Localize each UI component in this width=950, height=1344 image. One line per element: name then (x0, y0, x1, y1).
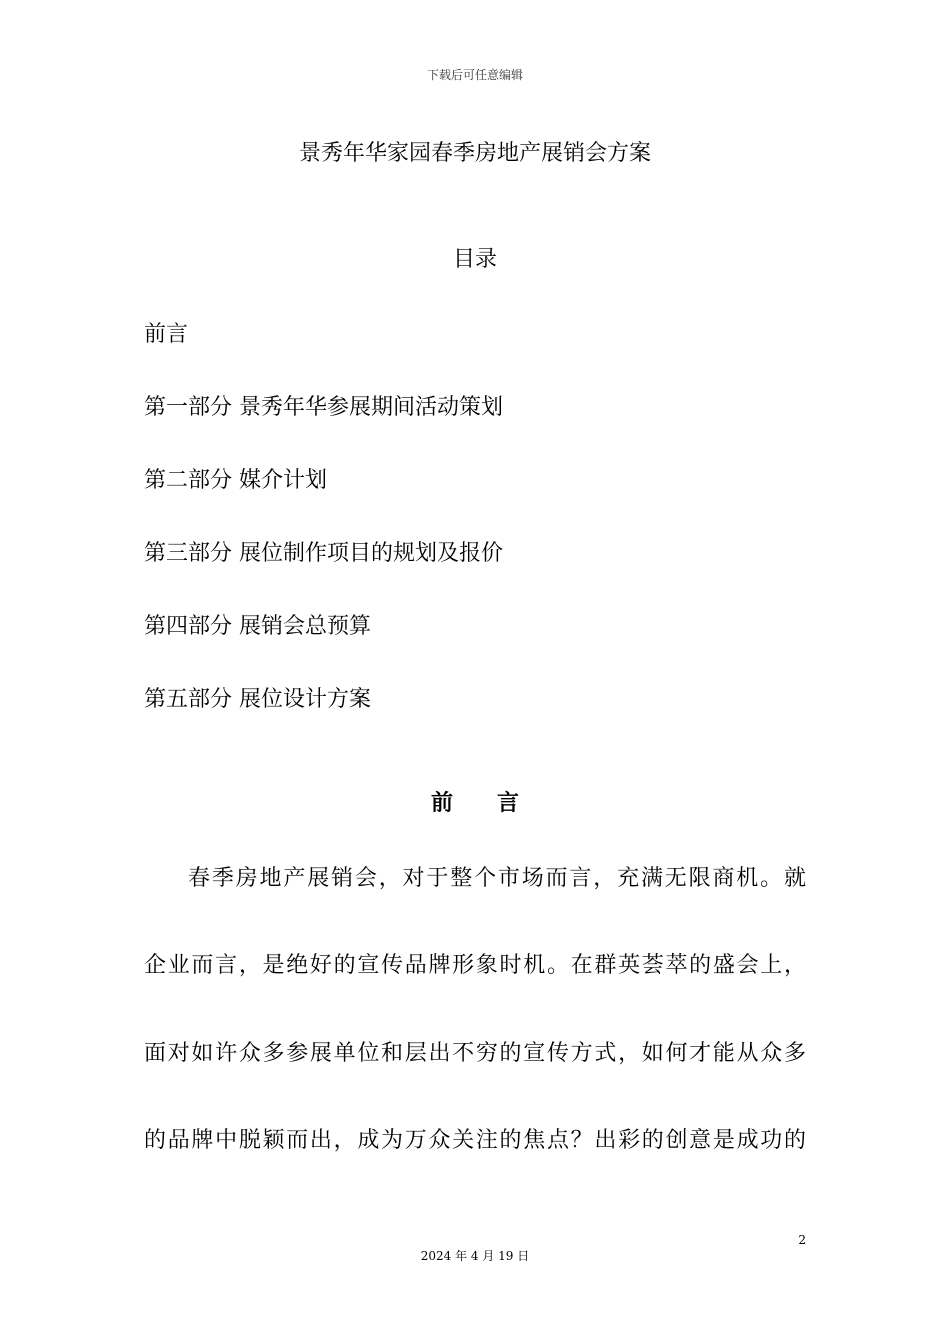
header-note: 下载后可任意编辑 (426, 68, 523, 82)
preface-paragraph-line: 企业而言，是绝好的宣传品牌形象时机。在群英荟萃的盛会上， (144, 953, 806, 978)
toc-item-part-1: 第一部分 景秀年华参展期间活动策划 (144, 395, 503, 420)
footer-date: 2024 年 4 月 19 日 (420, 1249, 530, 1263)
page-number: 2 (798, 1233, 806, 1247)
preface-paragraph-line: 春季房地产展销会，对于整个市场而言，充满无限商机。就 (188, 866, 806, 891)
toc-item-part-5: 第五部分 展位设计方案 (144, 687, 371, 712)
toc-item-part-3: 第三部分 展位制作项目的规划及报价 (144, 541, 503, 566)
toc-item-preface: 前言 (144, 322, 189, 347)
preface-heading (0, 786, 950, 817)
toc-title: 目录 (452, 247, 497, 272)
toc-item-part-2: 第二部分 媒介计划 (144, 468, 327, 493)
preface-heading-char-1: 前 (430, 791, 453, 816)
document-title: 景秀年华家园春季房地产展销会方案 (298, 141, 651, 166)
toc-item-part-4: 第四部分 展销会总预算 (144, 614, 371, 639)
preface-heading-char-2: 言 (497, 791, 520, 816)
preface-paragraph-line: 的品牌中脱颖而出，成为万众关注的焦点？出彩的创意是成功的 (144, 1128, 806, 1153)
preface-paragraph-line: 面对如许众多参展单位和层出不穷的宣传方式，如何才能从众多 (144, 1041, 806, 1066)
